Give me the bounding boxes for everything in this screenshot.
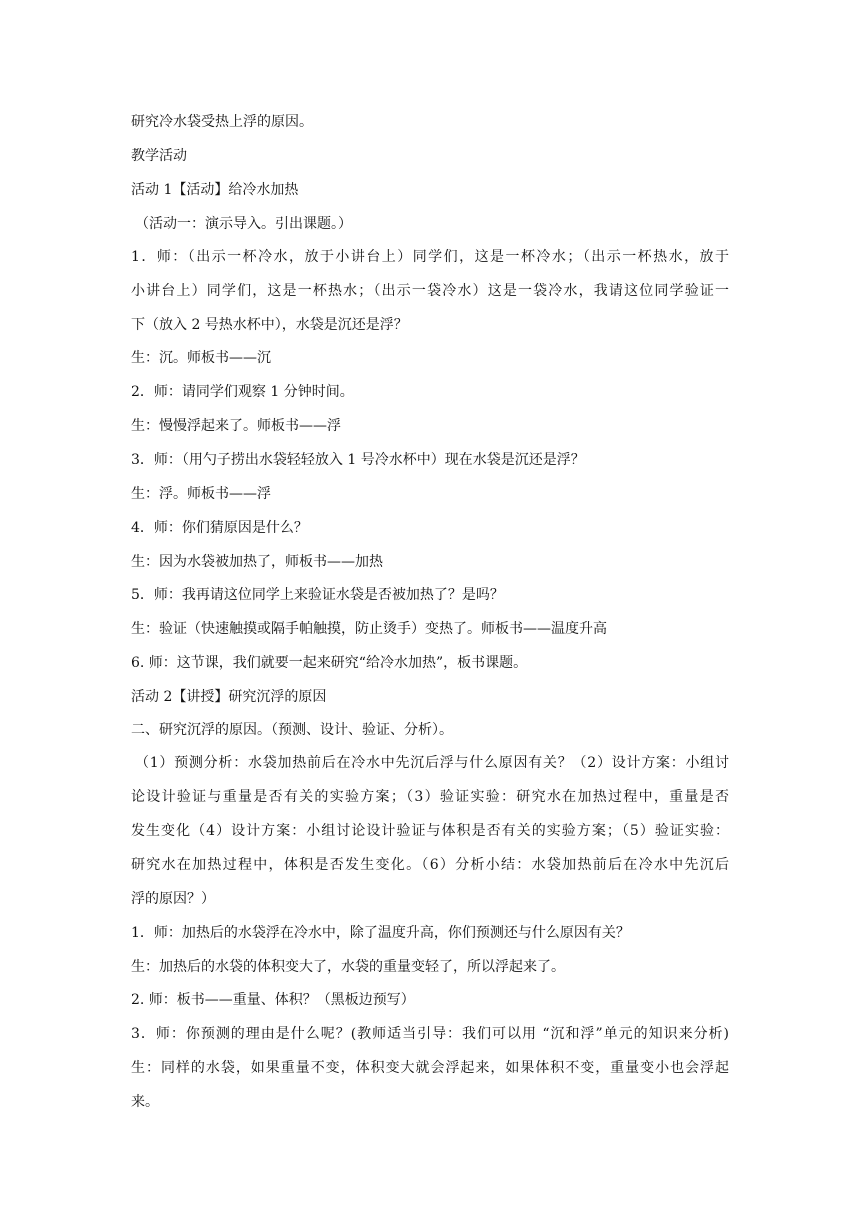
text-line: 发生变化（4）设计方案：小组讨论设计验证与体积是否有关的实验方案；（5）验证实验： bbox=[131, 823, 729, 839]
text-line: 生：验证（快速触摸或隔手帕触摸，防止烫手）变热了。师板书——温度升高 bbox=[131, 621, 607, 637]
text-line: 来。 bbox=[131, 1094, 159, 1110]
text-line: 下（放入 2 号热水杯中），水袋是沉还是浮？ bbox=[131, 317, 408, 333]
text-line: （1）预测分析：水袋加热前后在冷水中先沉后浮与什么原因有关？（2）设计方案：小组讨 bbox=[135, 755, 729, 771]
section-heading: 教学活动 bbox=[131, 148, 187, 164]
text-line: 3．师：你预测的理由是什么呢？(教师适当引导：我们可以用 “沉和浮”单元的知识来分析) bbox=[131, 1026, 729, 1042]
text-line: 2. 师：板书——重量、体积？（黑板边预写） bbox=[131, 992, 415, 1008]
text-line: 1．师：（出示一杯冷水，放于小讲台上）同学们，这是一杯冷水；（出示一杯热水，放于 bbox=[131, 249, 729, 265]
activity-heading: 活动 2【讲授】研究沉浮的原因 bbox=[131, 689, 327, 705]
text-line: 生：沉。师板书——沉 bbox=[131, 350, 271, 366]
text-line: 5．师：我再请这位同学上来验证水袋是否被加热了？是吗？ bbox=[131, 587, 504, 603]
text-line: 研究水在加热过程中，体积是否发生变化。（6）分析小结：水袋加热前后在冷水中先沉后 bbox=[131, 857, 729, 873]
text-line: 小讲台上）同学们，这是一杯热水；（出示一袋冷水）这是一袋冷水，我请这位同学验证一 bbox=[131, 283, 729, 299]
text-line: 生：慢慢浮起来了。师板书——浮 bbox=[131, 418, 341, 434]
text-line: 论设计验证与重量是否有关的实验方案；（3）验证实验：研究水在加热过程中，重量是否 bbox=[131, 789, 729, 805]
text-line: 二、研究沉浮的原因。（预测、设计、验证、分析）。 bbox=[131, 722, 453, 738]
text-line: （活动一：演示导入。引出课题。） bbox=[135, 216, 352, 232]
text-line: 研究冷水袋受热上浮的原因。 bbox=[131, 114, 313, 130]
text-line: 生：浮。师板书——浮 bbox=[131, 486, 271, 502]
text-line: 生：因为水袋被加热了，师板书——加热 bbox=[131, 554, 383, 570]
text-line: 生：同样的水袋，如果重量不变，体积变大就会浮起来，如果体积不变，重量变小也会浮起 bbox=[131, 1060, 729, 1076]
text-line: 3．师：（用勺子捞出水袋轻轻放入 1 号冷水杯中）现在水袋是沉还是浮？ bbox=[131, 452, 585, 468]
text-line: 生：加热后的水袋的体积变大了，水袋的重量变轻了，所以浮起来了。 bbox=[131, 959, 565, 975]
text-line: 6. 师：这节课，我们就要一起来研究“给冷水加热”，板书课题。 bbox=[131, 655, 528, 671]
text-line: 2．师：请同学们观察 1 分钟时间。 bbox=[131, 384, 354, 400]
activity-heading: 活动 1【活动】给冷水加热 bbox=[131, 182, 299, 198]
text-line: 4．师：你们猜原因是什么？ bbox=[131, 520, 308, 536]
text-line: 1．师：加热后的水袋浮在冷水中，除了温度升高，你们预测还与什么原因有关？ bbox=[131, 925, 630, 941]
text-line: 浮的原因？） bbox=[131, 891, 215, 907]
